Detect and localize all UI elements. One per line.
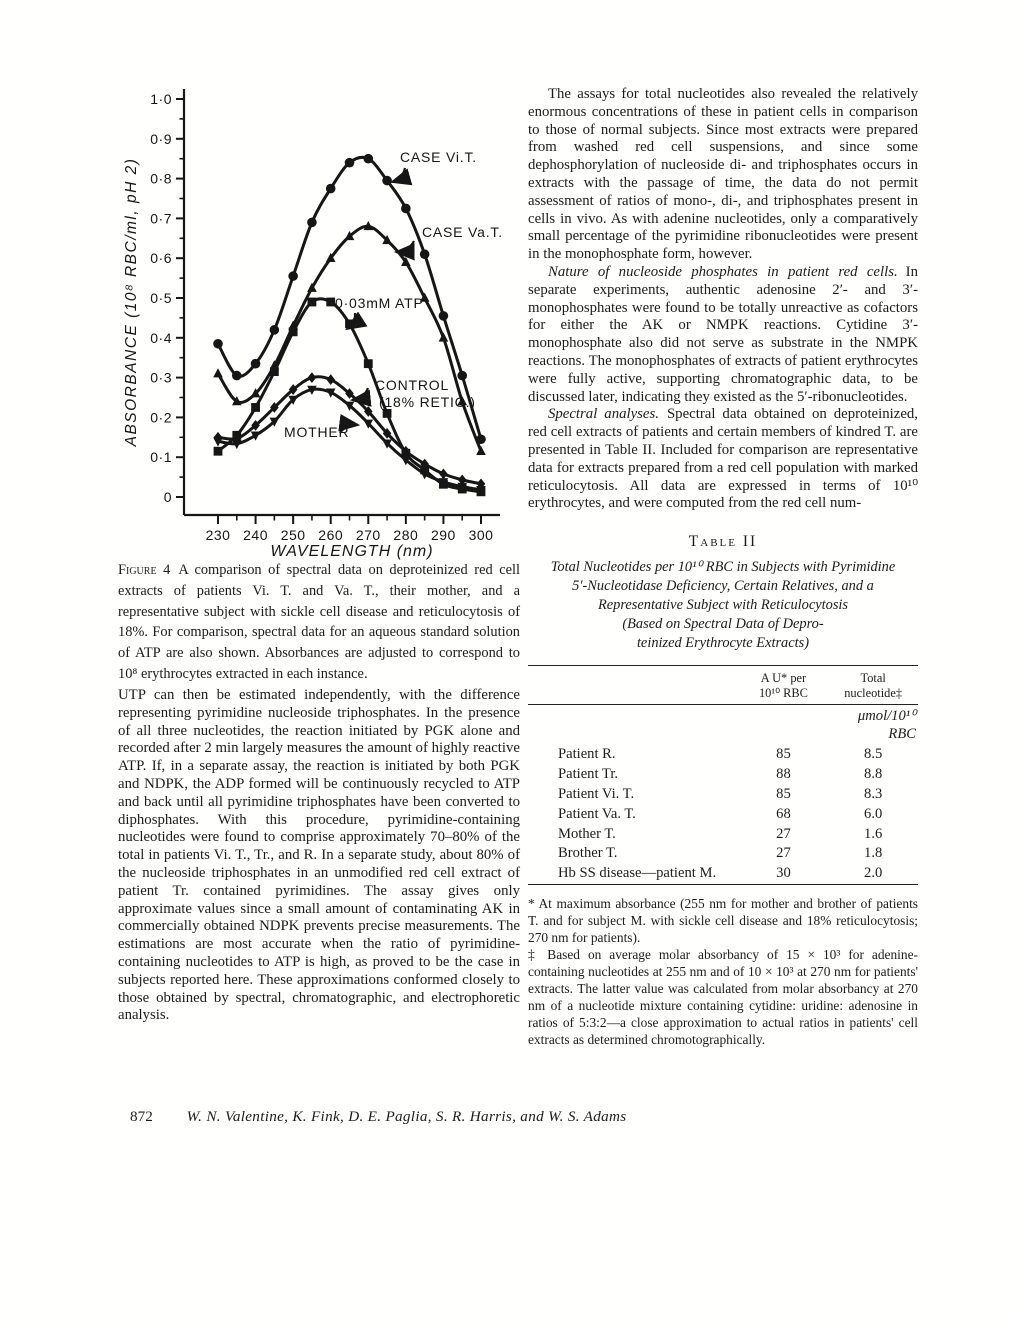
page-footer xyxy=(130,1108,918,1126)
table-cell: 27 xyxy=(776,845,791,862)
data-point-circle xyxy=(307,218,317,228)
table-row xyxy=(528,844,918,864)
table-cell: 8.3 xyxy=(864,785,883,802)
data-point-square xyxy=(270,367,279,376)
svg-text:0·4: 0·4 xyxy=(150,329,172,346)
figure-caption-label: Figure 4 xyxy=(118,562,171,578)
table-cell: 27 xyxy=(776,825,791,842)
table-row xyxy=(528,765,918,785)
table-cell: 8.5 xyxy=(864,745,883,762)
figure-caption-text: A comparison of spectral data on deproteinized red cell extracts of patients Vi. T. and Va. T., their mother, and a representative subject with sickle cell disease and reticulocytosis of 18%. For comparison, spectral data for an aqueous standard solution of ATP are also shown. Absorbances are adjusted to correspond to 10⁸ erythrocytes extracted in each instance. xyxy=(118,562,520,682)
chart-annotation: CASE Va.T. xyxy=(422,224,503,240)
chart-annotation: 0·03mM ATP xyxy=(335,295,424,311)
svg-text:0·9: 0·9 xyxy=(150,130,172,147)
table-row xyxy=(528,805,918,825)
paragraph: UTP can then be estimated independently, with the difference representing pyrimidine nucleoside triphosphates. In the presence of all three nucleotides, the reaction initiated by PGK alone and recorded after 2 min largely measures the amount of highly reactive ATP. If, in a separate assay, the reaction is initiated by both PGK and NDPK, the ADP formed will be continuously recycled to ATP and back until all pyrimidine triphosphates have been converted to diphosphates. With this procedure, pyrimidine-containing nucleotides were found to comprise approximately 70–80% of the total in patients Vi. T., Tr., and R. In a separate study, about 80% of the nucleoside triphosphates in an unmodified red cell extract of patient Tr. contained pyrimidines. The assay gives only approximate values since a small amount of contaminating AK in commercially obtained NDPK prevents precise measurements. The estimations are most accurate when the ratio of pyrimidine-containing nucleotides to ATP is high, as proved to be the case in subjects reported here. These approximations conformed closely to those obtained by spectral, chromatographic, and electrophoretic analysis. xyxy=(118,687,520,1024)
data-point-square xyxy=(251,403,260,412)
data-point-square xyxy=(214,447,223,456)
units-label: μmol/10¹⁰ RBC xyxy=(857,708,916,743)
chart-annotation: CONTROL (18% RETIC.) xyxy=(375,377,476,410)
data-point-diamond xyxy=(308,372,317,383)
svg-text:0: 0 xyxy=(163,489,172,505)
table-body xyxy=(528,705,918,885)
svg-text:1·0: 1·0 xyxy=(150,91,172,107)
chart-series xyxy=(213,154,486,496)
svg-text:280: 280 xyxy=(393,527,419,543)
data-point-circle xyxy=(345,158,355,168)
table-cell: 85 xyxy=(776,785,791,802)
spectral-chart xyxy=(106,84,518,560)
paragraph: Spectral analyses. Spectral data obtained on deproteinized, red cell extracts of patients and certain members of kindred T. are presented in Table II. Included for comparison are representative data for extracts prepared from a red cell population with marked reticulocytosis. All data are expressed in terms of 10¹⁰ erythrocytes, and were computed from the red cell num- xyxy=(528,406,918,512)
table-row xyxy=(528,745,918,765)
paragraph-lead: Nature of nucleoside phosphates in patient red cells. xyxy=(548,263,898,280)
table-cell: Patient R. xyxy=(558,745,616,762)
table-cell: Brother T. xyxy=(558,845,618,862)
svg-text:0·1: 0·1 xyxy=(150,449,172,466)
table-row xyxy=(528,864,918,884)
table-cell: 6.0 xyxy=(864,805,883,822)
paragraph: Nature of nucleoside phosphates in patient red cells. In separate experiments, authentic adenosine 2′- and 3′-monophosphates were found to be totally unreactive as cofactors for either the AK or NMPK reactions. Cytidine 3′-monophosphate also did not serve as substrate in the NMPK reactions. The monophosphates of extracts of patient erythrocytes were fully active, supporting chromatographic data, to be discussed later, indicating they existed as the 5′-ribonucleotides. xyxy=(528,263,918,405)
data-point-square xyxy=(308,298,317,307)
svg-text:0·7: 0·7 xyxy=(150,210,172,227)
svg-text:290: 290 xyxy=(430,527,456,543)
table-row xyxy=(528,785,918,805)
svg-text:240: 240 xyxy=(243,527,269,543)
svg-text:0·6: 0·6 xyxy=(150,250,172,267)
data-point-circle xyxy=(288,271,298,281)
svg-text:270: 270 xyxy=(355,527,381,543)
data-point-circle xyxy=(420,249,430,259)
data-point-circle xyxy=(270,325,280,335)
table-cell: Patient Tr. xyxy=(558,765,619,782)
data-point-circle xyxy=(457,371,467,381)
svg-text:0·2: 0·2 xyxy=(150,409,172,426)
table-subtitle: Total Nucleotides per 10¹⁰ RBC in Subjects with Pyrimidine 5′-Nucleotidase Deficiency, Certain Relatives, and a Representative Subject with Reticulocytosis (Based on Spectral Data of Depro- teinized Erythrocyte Extracts) xyxy=(550,559,896,652)
data-point-circle xyxy=(401,204,411,214)
table-cell: 68 xyxy=(776,805,791,822)
data-point-diamond xyxy=(326,374,335,385)
data-point-triangle-up xyxy=(476,446,486,455)
right-column xyxy=(528,86,918,1048)
data-point-square xyxy=(326,298,335,307)
table-cell: 2.0 xyxy=(864,865,883,882)
data-point-circle xyxy=(363,154,373,164)
chart-annotations xyxy=(284,149,503,440)
svg-text:0·5: 0·5 xyxy=(150,290,172,306)
data-point-circle xyxy=(251,359,261,369)
svg-text:300: 300 xyxy=(468,527,494,543)
table-cell: Patient Vi. T. xyxy=(558,785,635,802)
data-point-square xyxy=(289,327,298,336)
svg-text:0·3: 0·3 xyxy=(150,369,172,386)
nucleotide-table xyxy=(528,665,918,885)
data-point-square xyxy=(364,359,373,368)
chart-annotation: MOTHER xyxy=(284,424,350,440)
units-row xyxy=(528,705,918,745)
data-point-circle xyxy=(213,339,223,349)
table-cell: 1.8 xyxy=(864,845,883,862)
running-authors: W. N. Valentine, K. Fink, D. E. Paglia, S. R. Harris, and W. S. Adams xyxy=(186,1108,627,1125)
data-point-circle xyxy=(232,371,242,381)
table-footnotes xyxy=(528,895,918,1048)
table-header-row xyxy=(528,666,918,705)
svg-text:260: 260 xyxy=(318,527,344,543)
data-point-diamond xyxy=(439,469,448,480)
figure-4 xyxy=(106,84,518,560)
col-header-au: A U* per 10¹⁰ RBC xyxy=(739,666,829,705)
data-point-circle xyxy=(439,311,449,321)
table-cell: Hb SS disease—patient M. xyxy=(558,865,717,882)
table-cell: 1.6 xyxy=(864,825,883,842)
footnote-asterisk: * At maximum absorbance (255 nm for mother and brother of patients T. and for subject M. with sickle cell disease and 18% reticulocytosis; 270 nm for patients). xyxy=(528,896,918,946)
table-cell: 85 xyxy=(776,745,791,762)
paragraph: The assays for total nucleotides also revealed the relatively enormous concentrations of these in patient cells in comparison to those of normal subjects. Since most extracts were prepared from washed red cell suspensions, and since some dephosphorylation of nucleoside di- and triphosphates occurs in extracts with the passage of time, the data do not permit assessment of ratios of mono-, di-, and triphosphates present in cells in vivo. As with adenine nucleotides, only a comparatively small percentage of the pyrimidine ribonucleotides were present in the monophosphate form, however. xyxy=(528,86,918,263)
y-axis-label: ABSORBANCE (10⁸ RBC/ml, pH 2) xyxy=(123,157,140,447)
table-cell: Patient Va. T. xyxy=(558,805,636,822)
data-point-circle xyxy=(326,184,336,194)
table-cell: 30 xyxy=(776,865,791,882)
data-point-triangle-up xyxy=(439,332,449,341)
figure-caption xyxy=(118,560,520,685)
svg-text:250: 250 xyxy=(280,527,306,543)
table-cell: Mother T. xyxy=(558,825,616,842)
table-cell: 8.8 xyxy=(864,765,883,782)
data-point-triangle-up xyxy=(213,368,223,377)
svg-text:230: 230 xyxy=(205,527,231,543)
data-point-circle xyxy=(382,176,392,186)
page-number: 872 xyxy=(130,1108,153,1125)
chart-annotation: CASE Vi.T. xyxy=(400,149,477,165)
x-axis-label: WAVELENGTH (nm) xyxy=(270,543,434,560)
paragraph-lead: Spectral analyses. xyxy=(548,406,659,423)
footnote-dagger: ‡ Based on average molar absorbancy of 15 × 10³ for adenine-containing nucleotides at 255 nm and of 10 × 10³ at 270 nm for patients' extracts. The latter value was calculated from molar absorbancy at 270 nm of a nucleotide mixture containing cytidine: uridine: adenosine in ratios of 5:3:2—a close approximation to actual ratios in patients' cell extracts as determined chromotographically. xyxy=(528,947,918,1048)
table-ii xyxy=(528,533,918,1048)
table-title: Table II xyxy=(688,533,758,551)
svg-text:0·8: 0·8 xyxy=(150,170,172,187)
col-header-total: Total nucleotide‡ xyxy=(828,666,918,705)
data-point-square xyxy=(383,409,392,418)
table-row xyxy=(528,825,918,845)
left-column xyxy=(118,687,520,1025)
table-cell: 88 xyxy=(776,765,791,782)
